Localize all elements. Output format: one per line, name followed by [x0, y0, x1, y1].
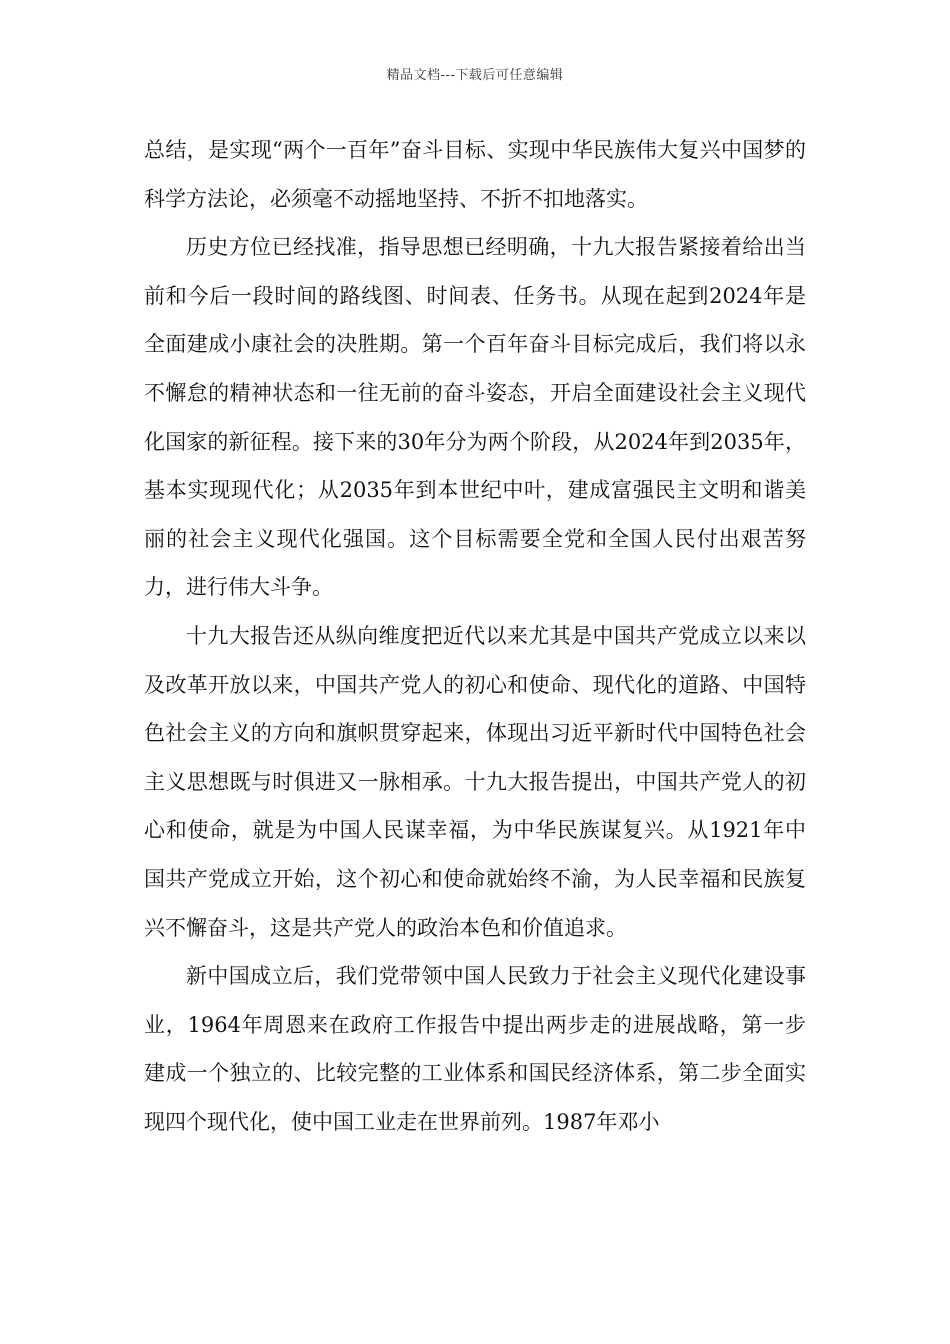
paragraph-2: 历史方位已经找准，指导思想已经明确，十九大报告紧接着给出当前和今后一段时间的路线图、时间表、任务书。从现在起到2024年是全面建成小康社会的决胜期。第一个百年奋斗目标完成后，我们将以永不懈怠的精神状态和一往无前的奋斗姿态，开启全面建设社会主义现代化国家的新征程。接下来的30年分为两个阶段，从2024年到2035年，基本实现现代化；从2035年到本世纪中叶，建成富强民主文明和谐美丽的社会主义现代化强国。这个目标需要全党和全国人民付出艰苦努力，进行伟大斗争。: [144, 235, 806, 600]
paragraph-1: 总结，是实现“两个一百年”奋斗目标、实现中华民族伟大复兴中国梦的科学方法论，必须毫不动摇地坚持、不折不扣地落实。: [144, 138, 806, 211]
page-header: 精品文档---下载后可任意编辑: [386, 68, 564, 83]
paragraph-4: 新中国成立后，我们党带领中国人民致力于社会主义现代化建设事业，1964年周恩来在政府工作报告中提出两步走的进展战略，第一步建成一个独立的、比较完整的工业体系和国民经济体系，第二步全面实现四个现代化，使中国工业走在世界前列。1987年邓小: [144, 964, 806, 1134]
paragraph-3: 十九大报告还从纵向维度把近代以来尤其是中国共产党成立以来以及改革开放以来，中国共产党人的初心和使命、现代化的道路、中国特色社会主义的方向和旗帜贯穿起来，体现出习近平新时代中国特色社会主义思想既与时俱进又一脉相承。十九大报告提出，中国共产党人的初心和使命，就是为中国人民谋幸福，为中华民族谋复兴。从1921年中国共产党成立开始，这个初心和使命就始终不渝，为人民幸福和民族复兴不懈奋斗，这是共产党人的政治本色和价值追求。: [144, 623, 806, 940]
document-body: [144, 126, 806, 1146]
